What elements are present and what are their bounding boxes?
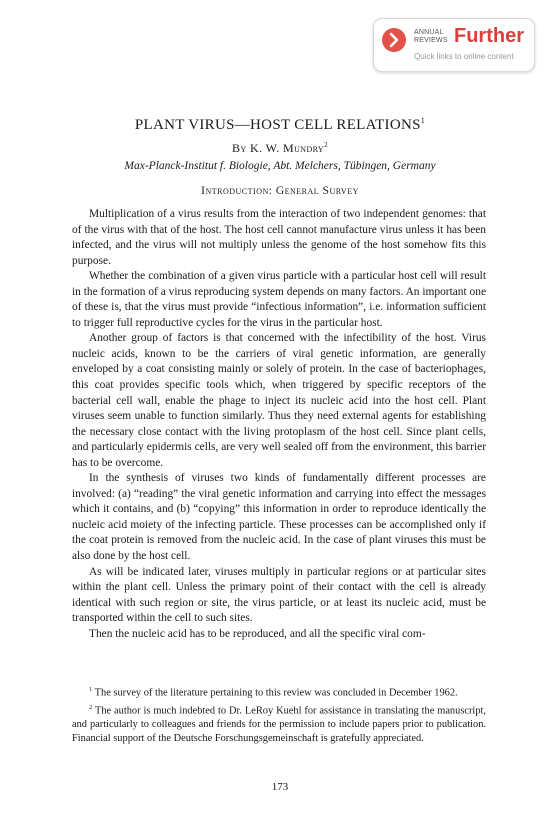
author-footnote-mark: 2 xyxy=(324,141,329,149)
body-paragraph: As will be indicated later, viruses multiply in particular regions or at particular sites within the plant cell. Unless the primary point of their contact with the cell is already identical with such region or site, the virus particle, or at least its nucleic acid, must be transported within the cell to such sites. xyxy=(72,565,486,625)
body-paragraph: Whether the combination of a given virus particle with a particular host cell will result in the formation of a virus reproducing system depends on many factors. An important one of these is, that the virus must provide “infectious information”, i.e. information sufficient to trigger full reproductive cycles for the virus in the particular host. xyxy=(72,270,486,329)
annual-reviews-logo xyxy=(414,29,448,45)
footnote-text: The author is much indebted to Dr. LeRoy Kuehl for assistance in translating the manuscript, and particularly to colleagues and friends for the permission to include papers prior to publication. Financial support of the Deutsche Forschungsgemeinschaft is gratefully appreciated. xyxy=(72,705,487,745)
body-paragraph: Multiplication of a virus results from the interaction of two independent genomes: that of the virus with that of the host. The host cell cannot manufacture virus unless it has been infected, and the virus will not multiply unless the genome of the host somehow fits this purpose. xyxy=(72,208,486,267)
footnote xyxy=(72,683,486,701)
article-title xyxy=(0,116,560,134)
further-label: Further xyxy=(454,25,524,47)
footnote-text: The survey of the literature pertaining to this review was concluded in December 1962. xyxy=(94,687,458,699)
logo-line-reviews: REVIEWS xyxy=(414,37,448,44)
author-name: By K. W. Mundry xyxy=(231,141,325,155)
author-line xyxy=(0,141,560,156)
body-paragraph: Another group of factors is that concerned with the infectibility of the host. Virus nucleic acids, known to be the carriers of viral genetic information, are generally enveloped by a coat consisting mainly or solely of protein. In the case of bacteriophages, this coat provides specific tools which, when triggered by specific receptors of the bacterial cell wall, enable the phage to inject its nucleic acid into the host cell. Plant viruses seem unable to function similarly. Thus they need external agents for establishing the necessary close contact with the living protoplasm of the host cell. Since plant cells, and particularly epidermis cells, are very well sealed off from the environment, this barrier has to be overcome. xyxy=(72,332,486,469)
body-paragraph: In the synthesis of viruses two kinds of fundamentally different processes are involved: (a) “reading” the viral genetic information and carrying into effect the messages which it contains, and (b) “copying” this information in order to reproduce identically the nucleic acid moiety of the infecting particle. These processes can be accomplished only if the coat protein is removed from the nucleic acid. In the case of plant viruses this must be also done by the host cell. xyxy=(72,472,486,563)
further-links-badge[interactable] xyxy=(373,18,535,72)
footnote xyxy=(72,701,486,747)
footnotes xyxy=(72,683,486,746)
arrow-right-icon xyxy=(382,28,406,52)
page-number: 173 xyxy=(271,781,289,793)
affiliation: Max-Planck-Institut f. Biologie, Abt. Melchers, Tübingen, Germany xyxy=(124,160,436,172)
section-heading: Introduction: General Survey xyxy=(201,185,359,197)
article-body xyxy=(72,207,486,642)
footnote-mark: 2 xyxy=(89,703,93,711)
logo-line-annual: ANNUAL xyxy=(414,29,444,36)
body-paragraph: Then the nucleic acid has to be reproduced, and all the specific viral com- xyxy=(89,627,426,640)
title-footnote-mark: 1 xyxy=(420,116,426,125)
further-subtitle: Quick links to online content xyxy=(414,52,514,61)
footnote-mark: 1 xyxy=(89,686,93,693)
title-text: PLANT VIRUS—HOST CELL RELATIONS xyxy=(134,117,421,133)
